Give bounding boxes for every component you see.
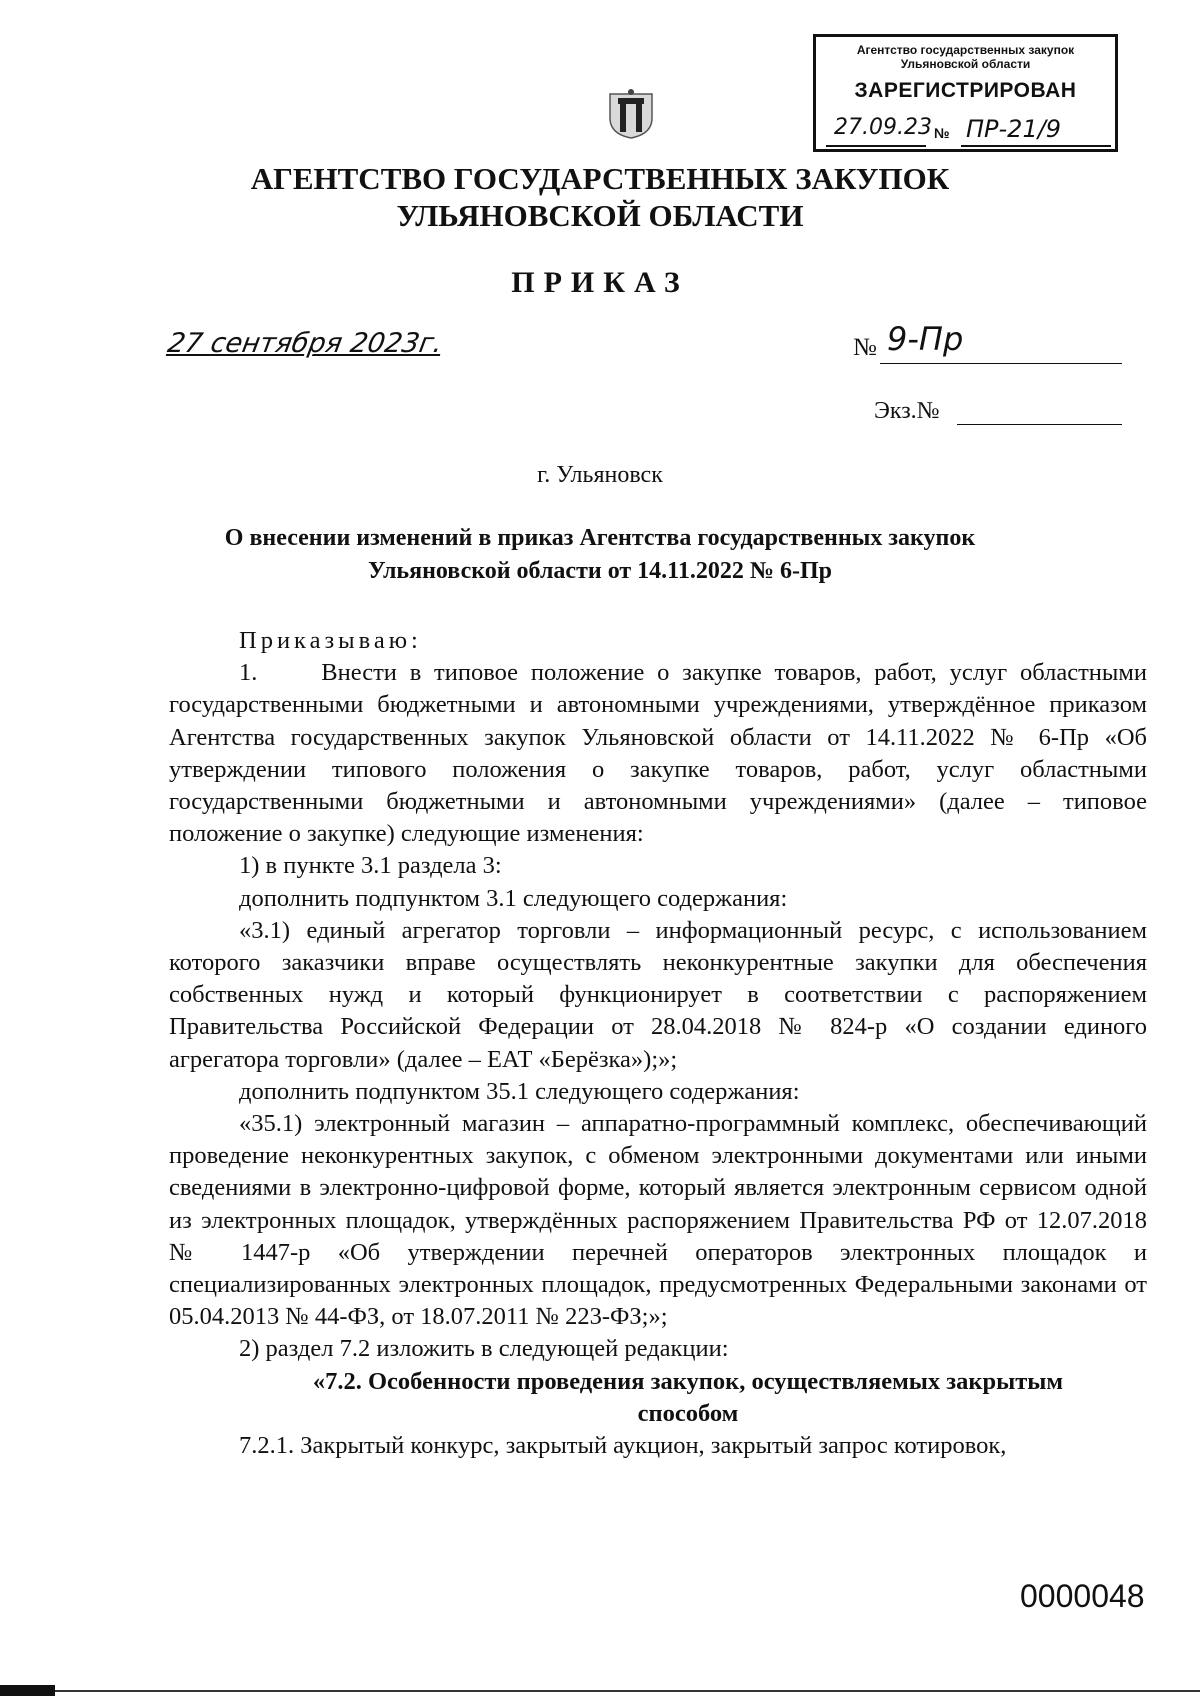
order-body [169, 625, 1147, 1462]
page-number: 0000048 [1020, 1578, 1145, 1614]
paragraph-3: дополнить подпунктом 3.1 следующего содержания: [239, 884, 788, 912]
section-title-line1: «7.2. Особенности проведения закупок, осуществляемых закрытым [312, 1367, 1064, 1395]
scan-bottom-edge [55, 1690, 1200, 1692]
copy-number-label: Экз.№ [874, 398, 940, 424]
paragraph-7: 2) раздел 7.2 изложить в следующей редакции: [239, 1335, 729, 1363]
subject-line2: Ульяновской области от 14.11.2022 № 6-Пр [368, 558, 832, 584]
paragraph-4: «3.1) единый агрегатор торговли – информационный ресурс, с использованием которого заказчики вправе осуществлять неконкурентные закупки для обеспечения собственных нужд и который функционирует в соответствии с распоряжением Правительства Российской Федерации от 28.04.2018 № 824-р «О создании единого агрегатора торговли» (далее – ЕАТ «Берёзка»);»; [169, 916, 1147, 1073]
order-subject [150, 522, 1050, 588]
agency-name-line2: УЛЬЯНОВСКОЙ ОБЛАСТИ [396, 198, 804, 233]
subject-line1: О внесении изменений в приказ Агентства государственных закупок [224, 525, 976, 551]
paragraph-2: 1) в пункте 3.1 раздела 3: [239, 852, 502, 880]
copy-number-underline [957, 424, 1122, 425]
order-intro: Приказываю: [239, 627, 422, 654]
stamp-status: ЗАРЕГИСТРИРОВАН [854, 79, 1077, 102]
paragraph-5: дополнить подпунктом 35.1 следующего содержания: [239, 1077, 800, 1105]
agency-name-line1: АГЕНТСТВО ГОСУДАРСТВЕННЫХ ЗАКУПОК [250, 161, 950, 196]
stamp-date-underline [826, 145, 926, 147]
stamp-organization: Агентство государственных закупок Ульяновской области [856, 43, 1075, 71]
paragraph-8: 7.2.1. Закрытый конкурс, закрытый аукцион, закрытый запрос котировок, [239, 1432, 1007, 1460]
paragraph-6: «35.1) электронный магазин – аппаратно-программный комплекс, обеспечивающий проведение неконкурентных закупок, с обменом электронными документами или иными сведениями в электронно-цифровой форме, который является электронным сервисом одной из электронных площадок, утверждённых распоряжением Правительства РФ от 12.07.2018 № 1447-р «Об утверждении перечней операторов электронных площадок и специализированных электронных площадок, предусмотренных Федеральными законами от 05.04.2013 № 44-ФЗ, от 18.07.2011 № 223-ФЗ;»; [169, 1110, 1147, 1331]
registration-stamp [813, 34, 1118, 152]
stamp-number-underline [961, 145, 1111, 147]
order-number-handwritten: 9-Пр [887, 320, 964, 358]
document-type-title: ПРИКАЗ [511, 266, 689, 299]
stamp-registration-line [826, 115, 1105, 145]
section-title-line2: способом [637, 1399, 739, 1427]
city-name: г. Ульяновск [537, 462, 663, 488]
scan-edge-mark [0, 1685, 55, 1696]
order-number-label: № [853, 334, 877, 361]
coat-of-arms-icon [606, 88, 656, 140]
stamp-date: 27.09.23 [834, 115, 932, 140]
paragraph-1: 1. Внести в типовое положение о закупке товаров, работ, услуг областными государственными бюджетными и автономными учреждениями, утверждённое приказом Агентства государственных закупок Ульяновской области от 14.11.2022 № 6-Пр «Об утверждении типового положения о закупке товаров, работ, услуг областными государственными бюджетными и автономными учреждениями» (далее – типовое положение о закупке) следующие изменения: [169, 659, 1147, 848]
order-date-handwritten: 27 сентября 2023г. [165, 328, 445, 359]
order-number-underline [880, 363, 1122, 364]
stamp-no-label: № [934, 125, 950, 141]
stamp-number: ПР-21/9 [966, 115, 1062, 143]
